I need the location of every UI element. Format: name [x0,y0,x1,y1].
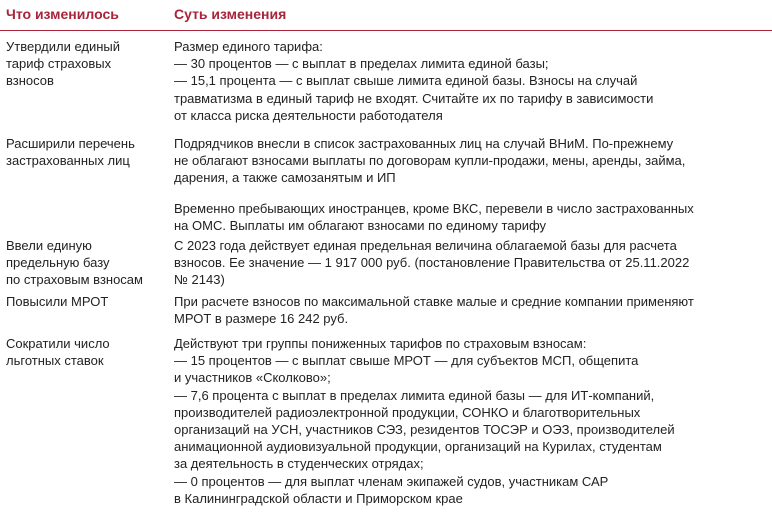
row-topic-line: Утвердили единый [6,39,121,54]
row-topic-line: застрахованных лиц [6,153,130,169]
table-row [0,237,772,292]
row-description-line: анимационной аудиовизуальной продукции, организаций на Курилах, студентам [174,439,662,455]
row-topic-line: Ввели единую [6,238,92,253]
row-topic [6,38,164,90]
row-description-line: — 30 процентов — с выплат в пределах лимита единой базы; [174,56,549,72]
row-topic-line: предельную базу [6,255,110,271]
row-description-line: взносов. Ее значение — 1 917 000 руб. (постановление Правительства от 25.11.2022 [174,255,690,271]
row-description-line: — 15,1 процента — с выплат свыше лимита единой базы. Взносы на случай [174,73,638,89]
header-what-changed: Что изменилось [6,6,119,22]
row-description-line: МРОТ в размере 16 242 руб. [174,311,349,327]
row-description-line: производителей радиоэлектронной продукции, СОНКО и благотворительных [174,404,641,420]
row-topic-line: Сократили число [6,336,110,351]
row-description-line: организаций на УСН, участников СЭЗ, резидентов ТОСЭР и ОЭЗ, производителей [174,422,675,438]
row-description-line: При расчете взносов по максимальной ставке малые и средние компании применяют [174,294,694,309]
row-topic [6,237,164,289]
row-topic [6,293,164,310]
row-description-line: от класса риска деятельности работодателя [174,107,443,123]
row-description-line: и участников «Сколково»; [174,370,331,386]
row-description-line: в Калининградской области и Приморском крае [174,490,463,506]
row-description-line: Подрядчиков внесли в список застрахованных лиц на случай ВНиМ. По-прежнему [174,136,674,151]
table-row [0,293,772,333]
row-description-line: С 2023 года действует единая предельная величина облагаемой базы для расчета [174,238,677,253]
row-topic [6,335,164,369]
row-topic-line: по страховым взносам [6,272,143,288]
row-description-line: за деятельность в студенческих отрядах; [174,456,424,472]
row-description-line: Действуют три группы пониженных тарифов по страховым взносам: [174,336,587,351]
row-description [174,237,766,289]
row-description-line: травматизма в единый тариф не входят. Считайте их по тарифу в зависимости [174,90,654,106]
row-description-line: Размер единого тарифа: [174,39,323,54]
row-topic-line: тариф страховых [6,56,112,72]
header-essence: Суть изменения [174,6,287,22]
table-row [0,335,772,505]
row-description [174,293,766,327]
table-row [0,38,772,123]
row-topic-line: льготных ставок [6,353,104,369]
row-description-line: дарения, а также самозанятым и ИП [174,170,396,186]
table-row [0,135,772,245]
row-description [174,38,766,124]
row-topic-line: Повысили МРОТ [6,294,109,309]
row-description-line: не облагают взносами выплаты по договорам купли-продажи, мены, аренды, займа, [174,153,686,169]
row-topic-line: взносов [6,73,54,89]
row-description-line: — 0 процентов — для выплат членам экипажей судов, участникам САР [174,473,609,489]
row-description-line: на ОМС. Выплаты им облагают взносами по единому тарифу [174,217,547,233]
row-topic-line: Расширили перечень [6,136,135,151]
row-description-line: — 15 процентов — с выплат свыше МРОТ — для субъектов МСП, общепита [174,353,639,369]
row-description [174,335,766,507]
row-description-line: Временно пребывающих иностранцев, кроме ВКС, перевели в число застрахованных [174,200,694,216]
row-description [174,135,766,234]
row-topic [6,135,164,169]
row-description-line: № 2143) [174,272,225,288]
table-header [0,0,772,31]
row-description-line: — 7,6 процента с выплат в пределах лимита единой базы — для ИТ-компаний, [174,387,655,403]
